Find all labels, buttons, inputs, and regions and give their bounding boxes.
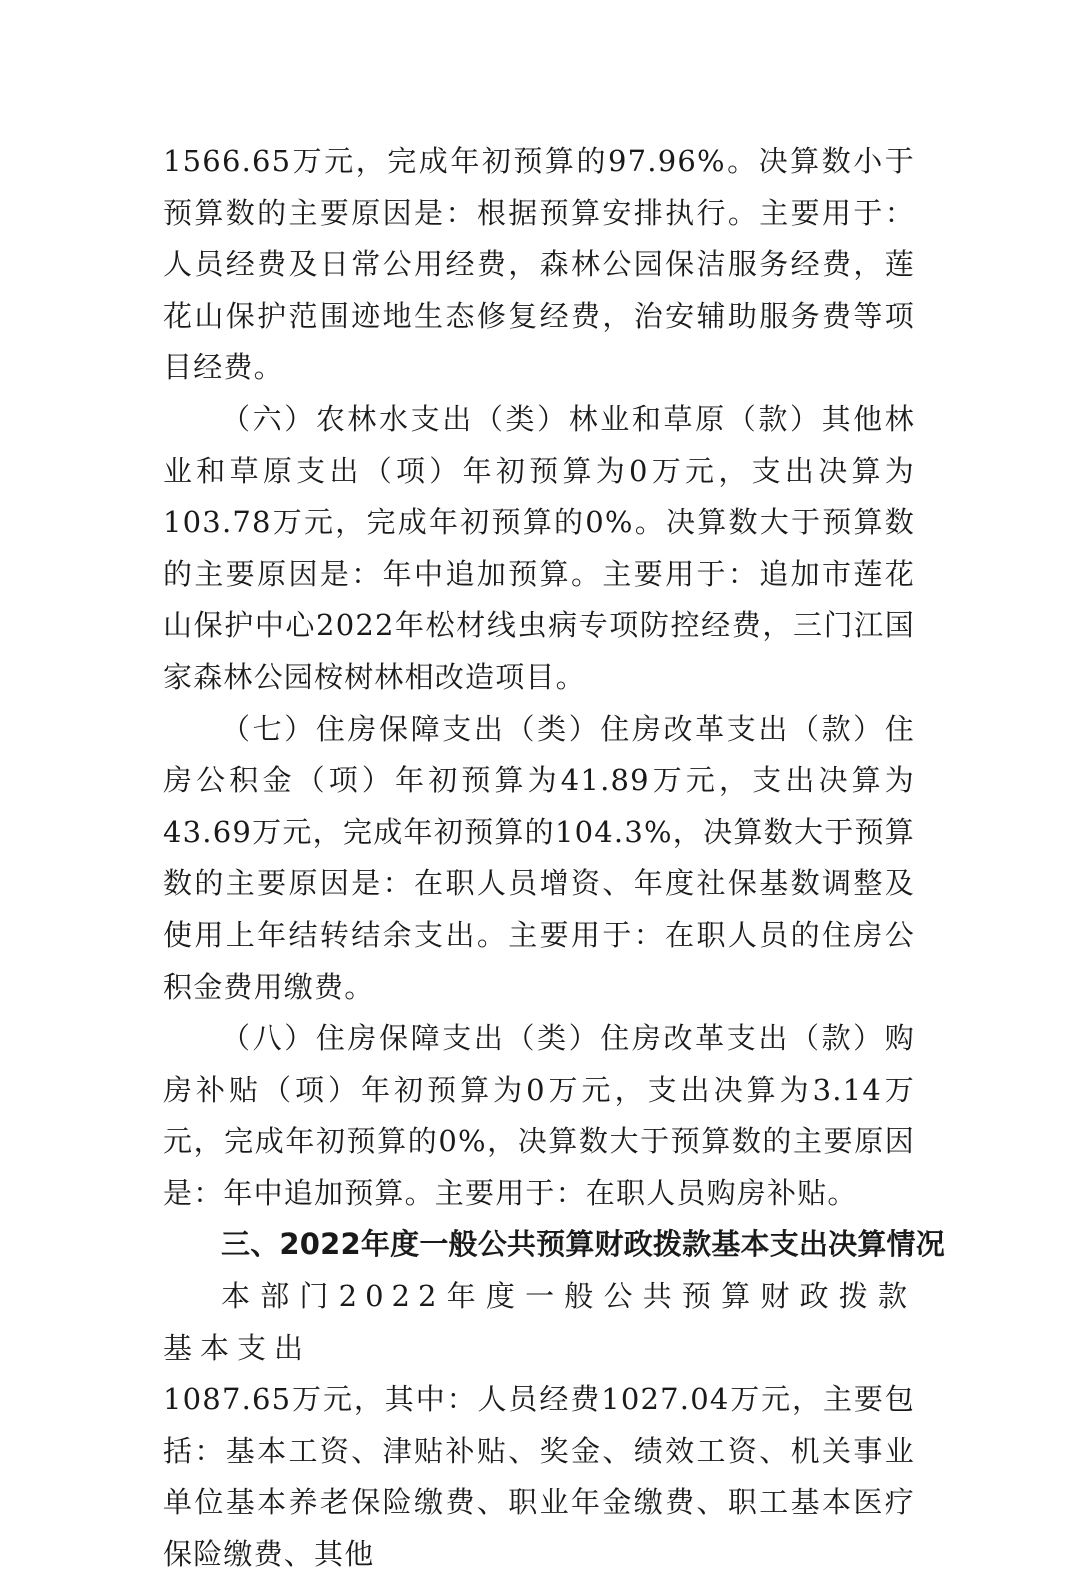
document-body: [163, 136, 945, 1581]
paragraph-item-7: （七）住房保障支出（类）住房改革支出（款）住房公积金（项）年初预算为41.89万元，支出决算为43.69万元，完成年初预算的104.3%，决算数大于预算数的主要原因是：在职人员增资、年度社保基数调整及使用上年结转结余支出。主要用于：在职人员的住房公积金费用缴费。: [163, 711, 915, 1004]
paragraph-item-8: （八）住房保障支出（类）住房改革支出（款）购房补贴（项）年初预算为0万元，支出决算为3.14万元，完成年初预算的0%，决算数大于预算数的主要原因是：年中追加预算。主要用于：在职人员购房补贴。: [163, 1021, 915, 1210]
section-heading: 三、2022年度一般公共预算财政拨款基本支出决算情况: [221, 1227, 945, 1262]
section-paragraph-first-line: 本部门2022年度一般公共预算财政拨款基本支出: [163, 1279, 915, 1365]
paragraph-continuation: 1566.65万元，完成年初预算的97.96%。决算数小于预算数的主要原因是：根据预算安排执行。主要用于：人员经费及日常公用经费，森林公园保洁服务经费，莲花山保护范围迹地生态修复经费，治安辅助服务费等项目经费。: [163, 144, 915, 385]
section-paragraph-body: 1087.65万元，其中：人员经费1027.04万元，主要包括：基本工资、津贴补贴、奖金、绩效工资、机关事业单位基本养老保险缴费、职业年金缴费、职工基本医疗保险缴费、其他: [163, 1382, 915, 1572]
paragraph-item-6: （六）农林水支出（类）林业和草原（款）其他林业和草原支出（项）年初预算为0万元，支出决算为103.78万元，完成年初预算的0%。决算数大于预算数的主要原因是：年中追加预算。主要用于：追加市莲花山保护中心2022年松材线虫病专项防控经费，三门江国家森林公园桉树林相改造项目。: [163, 401, 915, 694]
